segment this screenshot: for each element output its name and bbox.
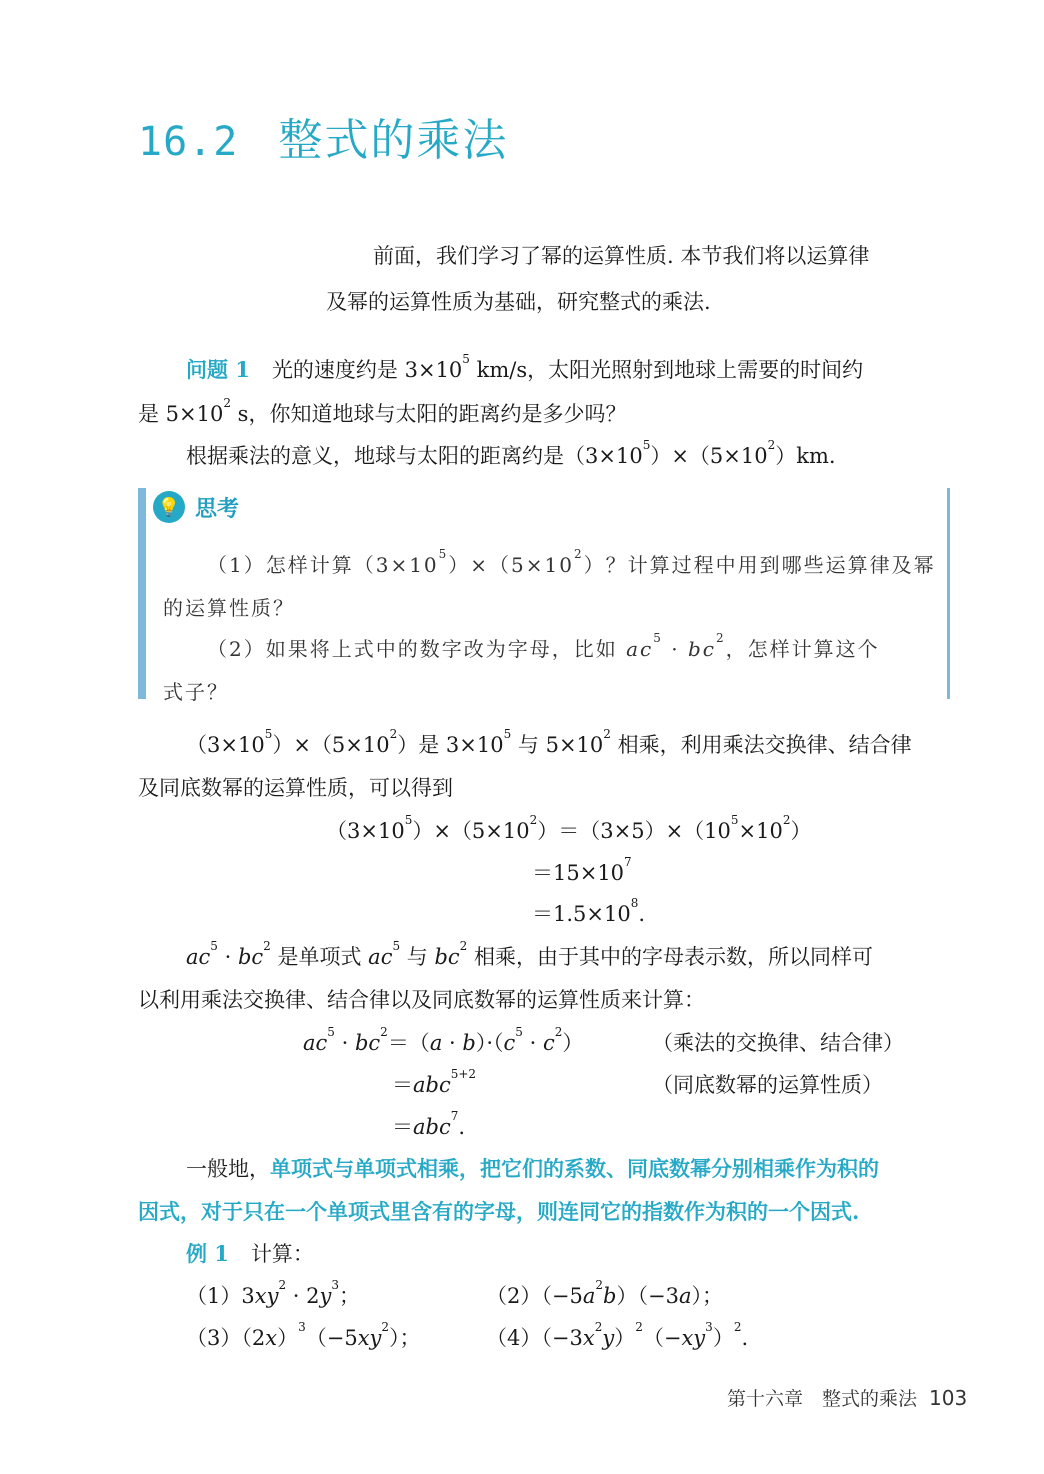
text: ） bbox=[790, 819, 812, 843]
text: · bbox=[334, 1031, 355, 1055]
text: （−3 bbox=[541, 1326, 583, 1350]
example1-item-3 bbox=[186, 1322, 421, 1352]
variable: bc bbox=[237, 945, 264, 969]
text: ＝1.5×10 bbox=[532, 902, 631, 926]
variable: a bbox=[429, 1031, 443, 1055]
variable: c bbox=[542, 1031, 555, 1055]
eq1-line-2 bbox=[532, 857, 632, 887]
text: 计算： bbox=[250, 1242, 314, 1266]
exponent: 5 bbox=[515, 1025, 523, 1039]
exponent: 3 bbox=[331, 1278, 340, 1292]
variable: y bbox=[602, 1326, 615, 1350]
text: 是单项式 bbox=[270, 945, 369, 969]
text: km/s，太阳光照射到地球上需要的时间约 bbox=[469, 358, 864, 382]
eq1-line-3 bbox=[532, 898, 645, 928]
exponent: 5 bbox=[730, 813, 739, 827]
text: ）×（5×10 bbox=[272, 733, 390, 757]
explain2-line-2: 以利用乘法交换律、结合律以及同底数幂的运算性质来计算： bbox=[138, 988, 705, 1012]
exponent: 5 bbox=[404, 813, 413, 827]
exponent: 2 bbox=[782, 813, 791, 827]
exponent: 2 bbox=[715, 631, 726, 645]
think-q1-line-2: 的运算性质？ bbox=[163, 596, 295, 620]
example1-item-2 bbox=[486, 1280, 723, 1310]
text: ＝ bbox=[392, 1115, 413, 1139]
problem1-answer bbox=[186, 440, 836, 470]
exponent: 5 bbox=[653, 631, 663, 645]
text: ）（−3 bbox=[616, 1284, 679, 1308]
highlight-text: 单项式与单项式相乘，把它们的系数、同底数幂分别相乘作为积的 bbox=[270, 1156, 879, 1181]
exponent: 2 bbox=[595, 1278, 604, 1292]
variable: a bbox=[582, 1284, 596, 1308]
text: 是 5×10 bbox=[138, 402, 224, 426]
text: （3） bbox=[186, 1326, 242, 1350]
rule-line-1 bbox=[186, 1153, 879, 1183]
text: 一般地， bbox=[186, 1157, 270, 1181]
text: （3×10 bbox=[326, 819, 405, 843]
text: 光的速度约是 3×10 bbox=[271, 358, 463, 382]
text: · bbox=[522, 1031, 543, 1055]
text: 根据乘法的意义，地球与太阳的距离约是（3×10 bbox=[186, 444, 643, 468]
text: ×10 bbox=[738, 819, 783, 843]
exponent: 2 bbox=[278, 1278, 287, 1292]
text: （2）如果将上式中的数字改为字母，比如 bbox=[207, 637, 627, 661]
exponent: 5 bbox=[327, 1025, 335, 1039]
exponent: 5+2 bbox=[450, 1067, 477, 1081]
text: ，怎样计算这个 bbox=[725, 637, 880, 661]
variable: ac bbox=[303, 1031, 328, 1055]
exponent: 2 bbox=[380, 1025, 388, 1039]
text: ）×（5×10 bbox=[448, 553, 574, 577]
rule-line-2: 因式，对于只在一个单项式里含有的字母，则连同它的指数作为积的一个因式. bbox=[138, 1199, 860, 1224]
exponent: 3 bbox=[298, 1320, 306, 1334]
variable: x bbox=[582, 1326, 595, 1350]
exponent: 2 bbox=[263, 939, 271, 953]
variable: xy bbox=[357, 1326, 382, 1350]
text: ）×（5×10 bbox=[412, 819, 530, 843]
exponent: 2 bbox=[635, 1320, 643, 1334]
exponent: 2 bbox=[554, 1025, 563, 1039]
text: · bbox=[662, 637, 688, 661]
exponent: 2 bbox=[574, 547, 584, 561]
exponent: 2 bbox=[459, 939, 468, 953]
text: ＝15×10 bbox=[532, 861, 625, 885]
exponent: 2 bbox=[223, 396, 231, 410]
exponent: 2 bbox=[529, 813, 538, 827]
variable: b bbox=[462, 1031, 476, 1055]
example1-item-4 bbox=[486, 1322, 748, 1352]
text: 相乘，利用乘法交换律、结合律 bbox=[610, 733, 912, 757]
text: （−5 bbox=[305, 1326, 358, 1350]
variable: xy bbox=[254, 1284, 279, 1308]
variable: abc bbox=[413, 1073, 451, 1097]
eq1-line-1 bbox=[326, 815, 812, 845]
exponent: 2 bbox=[603, 727, 611, 741]
text: ）； bbox=[389, 1326, 421, 1350]
variable: x bbox=[265, 1326, 278, 1350]
text: . bbox=[741, 1326, 749, 1350]
text: . bbox=[458, 1115, 466, 1139]
eq2-line-3 bbox=[392, 1111, 465, 1141]
variable: ac bbox=[368, 945, 393, 969]
text: · bbox=[286, 1284, 307, 1308]
text: 2 bbox=[306, 1284, 320, 1308]
chapter-label: 第十六章 整式的乘法 bbox=[727, 1388, 918, 1410]
variable: abc bbox=[413, 1115, 451, 1139]
exponent: 8 bbox=[630, 896, 639, 910]
text: （− bbox=[642, 1326, 682, 1350]
text: ） bbox=[614, 1326, 636, 1350]
text: 3 bbox=[241, 1284, 255, 1308]
text: （4） bbox=[486, 1326, 542, 1350]
text: （2） bbox=[486, 1284, 542, 1308]
page-number: 103 bbox=[929, 1386, 968, 1410]
text: ； bbox=[339, 1284, 361, 1308]
text: · bbox=[442, 1031, 463, 1055]
exponent: 5 bbox=[503, 727, 512, 741]
variable: c bbox=[503, 1031, 516, 1055]
think-q2-line-1 bbox=[207, 633, 880, 662]
exponent: 7 bbox=[450, 1109, 459, 1123]
eq2-line-1 bbox=[303, 1027, 583, 1057]
text: ）km. bbox=[775, 444, 836, 468]
section-title-text: 整式的乘法 bbox=[278, 115, 509, 166]
eq2-note-1: （乘法的交换律、结合律） bbox=[652, 1031, 904, 1055]
text: ）×（5×10 bbox=[650, 444, 768, 468]
text: （1） bbox=[186, 1284, 242, 1308]
eq2-note-2: （同底数幂的运算性质） bbox=[652, 1073, 883, 1097]
text: ＝（ bbox=[387, 1031, 430, 1055]
exponent: 2 bbox=[389, 727, 398, 741]
exponent: 5 bbox=[438, 547, 449, 561]
intro-line-1: 前面，我们学习了幂的运算性质. 本节我们将以运算律 bbox=[373, 244, 870, 268]
text: ）； bbox=[691, 1284, 723, 1308]
variable: y bbox=[319, 1284, 332, 1308]
example1-item-1 bbox=[186, 1280, 360, 1310]
text: ） bbox=[277, 1326, 299, 1350]
problem1-line-2 bbox=[138, 398, 626, 428]
explain1-line-2: 及同底数幂的运算性质，可以得到 bbox=[138, 776, 453, 800]
exponent: 2 bbox=[381, 1320, 390, 1334]
variable: bc bbox=[687, 637, 716, 661]
exponent: 5 bbox=[392, 939, 401, 953]
variable: bc bbox=[354, 1031, 381, 1055]
text: （1）怎样计算（3×10 bbox=[207, 553, 439, 577]
think-heading bbox=[153, 491, 239, 523]
text: . bbox=[638, 902, 646, 926]
text: ）是 3×10 bbox=[397, 733, 504, 757]
text: ＝ bbox=[392, 1073, 413, 1097]
text: s，你知道地球与太阳的距离约是多少吗？ bbox=[231, 402, 627, 426]
exponent: 7 bbox=[624, 855, 632, 869]
page-footer bbox=[727, 1384, 967, 1411]
variable: bc bbox=[434, 945, 460, 969]
text: （−5 bbox=[541, 1284, 583, 1308]
text: 与 5×10 bbox=[511, 733, 604, 757]
text: 相乘，由于其中的字母表示数，所以同样可 bbox=[467, 945, 873, 969]
exponent: 5 bbox=[210, 939, 218, 953]
exponent: 3 bbox=[705, 1320, 713, 1334]
exponent: 5 bbox=[462, 352, 470, 366]
text: ） bbox=[712, 1326, 734, 1350]
text: 与 bbox=[400, 945, 435, 969]
think-q2-line-2: 式子？ bbox=[163, 680, 229, 704]
variable: ac bbox=[186, 945, 211, 969]
intro-line-2: 及幂的运算性质为基础，研究整式的乘法. bbox=[326, 290, 711, 314]
eq2-line-2 bbox=[392, 1069, 476, 1099]
variable: ac bbox=[626, 637, 654, 661]
explain1-line-1 bbox=[186, 729, 912, 759]
section-number: 16.2 bbox=[138, 119, 239, 165]
text: · bbox=[217, 945, 238, 969]
exponent: 2 bbox=[594, 1320, 603, 1334]
problem1-line-1 bbox=[186, 354, 863, 384]
variable: a bbox=[678, 1284, 692, 1308]
text: ）＝（3×5）×（10 bbox=[537, 819, 731, 843]
exponent: 5 bbox=[642, 438, 651, 452]
think-q1-line-1 bbox=[207, 549, 936, 578]
example1-label: 例 1 bbox=[186, 1241, 229, 1266]
exponent: 5 bbox=[264, 727, 273, 741]
text: （3×10 bbox=[186, 733, 265, 757]
variable: b bbox=[603, 1284, 617, 1308]
exponent: 2 bbox=[733, 1320, 742, 1334]
variable: xy bbox=[681, 1326, 706, 1350]
problem1-label: 问题 1 bbox=[186, 357, 250, 382]
example1-heading bbox=[186, 1238, 314, 1268]
text: ）？计算过程中用到哪些运算律及幂 bbox=[583, 553, 936, 577]
explain2-line-1 bbox=[186, 941, 873, 971]
exponent: 2 bbox=[767, 438, 776, 452]
text: ） bbox=[562, 1031, 584, 1055]
think-heading-text: 思考 bbox=[195, 495, 240, 522]
text: ）·（ bbox=[475, 1031, 504, 1055]
text: （2 bbox=[241, 1326, 266, 1350]
section-title bbox=[138, 104, 508, 168]
lightbulb-icon: 💡 bbox=[153, 491, 185, 523]
